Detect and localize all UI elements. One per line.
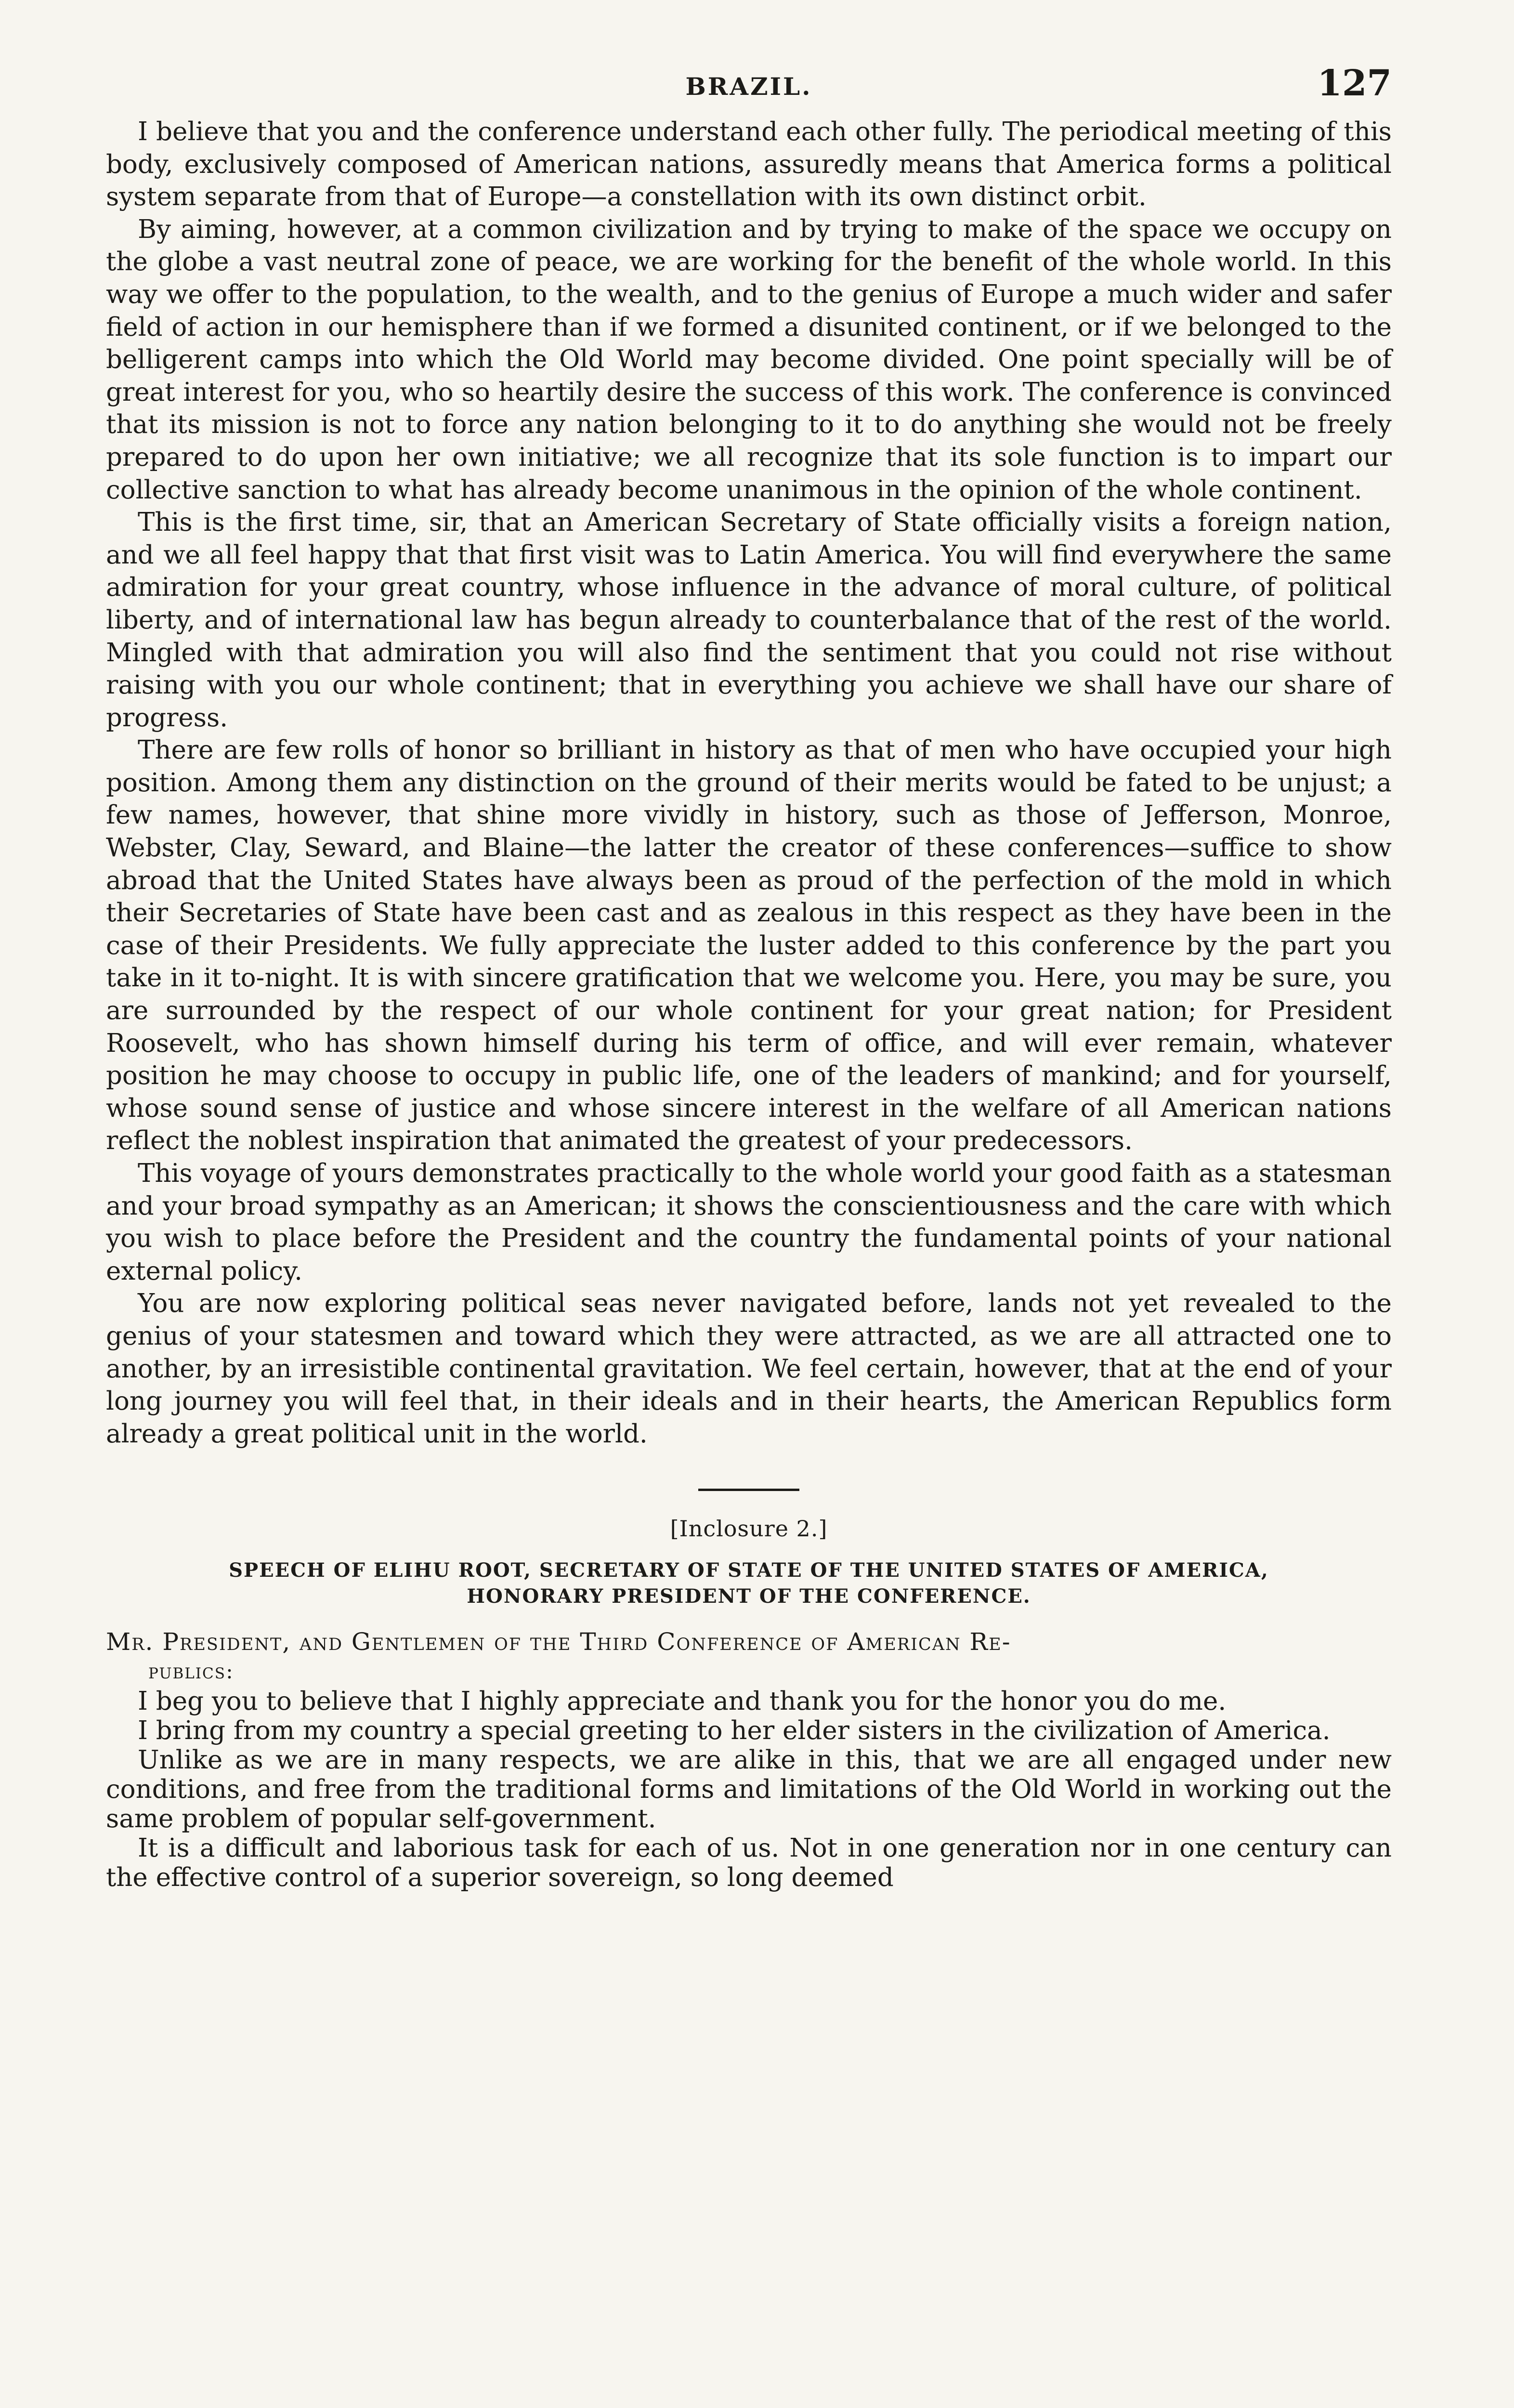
document-page <box>106 63 1392 2403</box>
running-head <box>106 63 1392 116</box>
salutation-line: Mr. President, and Gentlemen of the Third Conference of American Re- <box>106 1628 1011 1656</box>
speech-paragraph: I bring from my country a special greeting to her elder sisters in the civilization of America. <box>138 1716 1331 1746</box>
section-divider <box>698 1489 799 1491</box>
enclosure-label: [Inclosure 2.] <box>670 1516 828 1542</box>
salutation-line: publics: <box>148 1659 234 1684</box>
paragraph: There are few rolls of honor so brilliant in history as that of men who have occupied your high position. Among them any distinction on the ground of their merits would be fated to be unjust; a few names, however, that shine more vividly in history, such as those of Jefferson, Monroe, Webster, Clay, Seward, and Blaine—the latter the creator of these conferences—suffice to show abroad that the United States have always been as proud of the perfection of the mold in which their Secretaries of State have been cast and as zealous in this respect as they have been in the case of their Presidents. We fully appreciate the luster added to this conference by the part you take in it to-night. It is with sincere gratification that we welcome you. Here, you may be sure, you are surrounded by the respect of our whole continent for your great nation; for President Roosevelt, who has shown himself during his term of office, and will ever remain, whatever position he may choose to occupy in public life, one of the leaders of mankind; and for yourself, whose sound sense of justice and whose sincere interest in the welfare of all American nations reflect the noblest inspiration that animated the greatest of your predecessors. <box>106 735 1392 1156</box>
body-text <box>106 116 1392 1450</box>
speech-title <box>106 1557 1392 1610</box>
running-title: BRAZIL. <box>685 72 812 101</box>
speech-title-line: HONORARY PRESIDENT OF THE CONFERENCE. <box>467 1585 1031 1608</box>
paragraph: This is the first time, sir, that an American Secretary of State officially visits a foreign nation, and we all feel happy that that first visit was to Latin America. You will find everywhere the same admiration for your great country, whose influence in the advance of moral culture, of political liberty, and of international law has begun already to counterbalance that of the rest of the world. Mingled with that admiration you will also find the sentiment that you could not rise without raising with you our whole continent; that in everything you achieve we shall have our share of progress. <box>106 508 1392 733</box>
speech-paragraph: It is a difficult and laborious task for each of us. Not in one generation nor in one century can the effective control of a superior sovereign, so long deemed <box>106 1833 1392 1893</box>
speech-text <box>106 1687 1392 1892</box>
speech-title-line: SPEECH OF ELIHU ROOT, SECRETARY OF STATE OF THE UNITED STATES OF AMERICA, <box>229 1559 1269 1582</box>
page-number: 127 <box>1317 63 1392 104</box>
paragraph: You are now exploring political seas never navigated before, lands not yet revealed to the genius of your statesmen and toward which they were attracted, as we are all attracted one to another, by an irresistible continental gravitation. We feel certain, however, that at the end of your long journey you will feel that, in their ideals and in their hearts, the American Republics form already a great political unit in the world. <box>106 1289 1392 1449</box>
salutation <box>106 1627 1392 1687</box>
speech-paragraph: I beg you to believe that I highly appreciate and thank you for the honor you do me. <box>138 1687 1227 1716</box>
paragraph: This voyage of yours demonstrates practically to the whole world your good faith as a statesman and your broad sympathy as an American; it shows the conscientiousness and the care with which you wish to place before the President and the country the fundamental points of your national external policy. <box>106 1159 1392 1286</box>
speech-paragraph: Unlike as we are in many respects, we are alike in this, that we are all engaged under new conditions, and free from the traditional forms and limitations of the Old World in working out the same problem of popular self-government. <box>106 1745 1392 1834</box>
paragraph: By aiming, however, at a common civilization and by trying to make of the space we occupy on the globe a vast neutral zone of peace, we are working for the benefit of the whole world. In this way we offer to the population, to the wealth, and to the genius of Europe a much wider and safer field of action in our hemisphere than if we formed a disunited continent, or if we belonged to the belligerent camps into which the Old World may become divided. One point specially will be of great interest for you, who so heartily desire the success of this work. The conference is convinced that its mission is not to force any nation belonging to it to do anything she would not be freely prepared to do upon her own initiative; we all recognize that its sole function is to impart our collective sanction to what has already become unanimous in the opinion of the whole continent. <box>106 214 1392 505</box>
paragraph: I believe that you and the conference understand each other fully. The periodical meeting of this body, exclusively composed of American nations, assuredly means that America forms a political system separate from that of Europe—a constellation with its own distinct orbit. <box>106 117 1392 212</box>
